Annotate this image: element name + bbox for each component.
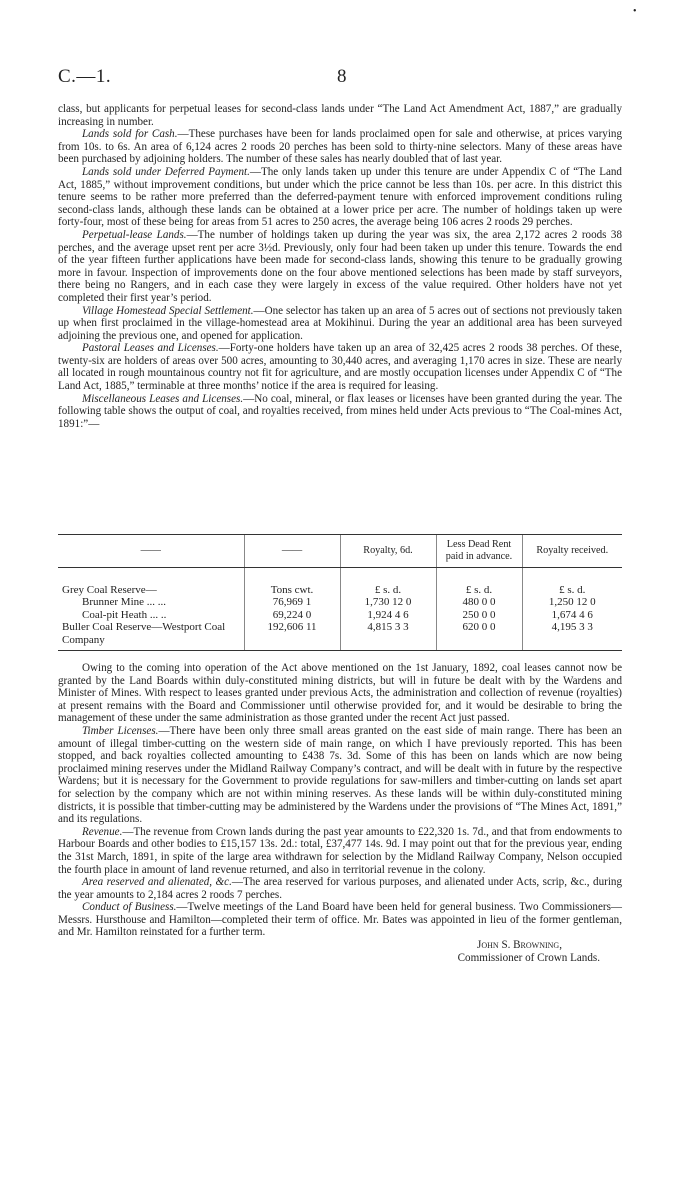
signature-title: Commissioner of Crown Lands. <box>457 951 600 964</box>
received-cell: 1,250 12 0 <box>522 596 622 608</box>
column-header-mine: —— <box>58 535 244 568</box>
royalty-cell: 1,730 12 0 <box>340 596 436 608</box>
mine-name: Brunner Mine ... ... <box>82 596 167 609</box>
paragraph-area-reserved: Area reserved and alienated, &c.—The area reserved for various purposes, and alienated under Acts, scrip, &c., during the year amounts to 2,184 acres 2 roods 7 perches. <box>58 876 622 901</box>
page-number: 8 <box>337 66 347 87</box>
table-spacer-row <box>58 568 622 585</box>
paragraph-heading: Perpetual-lease Lands. <box>82 228 187 241</box>
paragraph-heading: Lands sold under Deferred Payment. <box>82 165 250 178</box>
dead-rent-cell: 480 0 0 <box>436 596 522 608</box>
table-row <box>58 609 622 621</box>
paragraph-miscellaneous-leases: Miscellaneous Leases and Licenses.—No coal, mineral, or flax leases or licenses have been granted during the year. The following table shows the output of coal, and royalties received, from mines held under Acts previous to “The Coal-mines Act, 1891:”— <box>58 392 622 430</box>
unit-label: £ s. d. <box>340 584 436 596</box>
paragraph-heading: Village Homestead Special Settlement. <box>82 304 254 317</box>
coal-royalty-table <box>58 534 622 651</box>
paragraph-heading: Area reserved and alienated, &c. <box>82 876 232 889</box>
paragraph-heading: Revenue. <box>82 825 123 838</box>
corner-mark: • <box>633 6 637 17</box>
group-label: Grey Coal Reserve— <box>62 584 157 596</box>
paragraph-timber-licenses: Timber Licenses.—There have been only three small areas granted on the east side of main range. There has been an amount of illegal timber-cutting on the western side of main range, on which I have previously reported. This has been stopped, and back royalties collected amounting to £438 7s. 3d. Some of this has been on lands which are now being proclaimed mining reserves under the Midland Railway Company’s contract, and will be dealt with in future by the respective Wardens; but it is necessary for the Government to provide regulations for saw-millers and timber-cutting on lands set apart for selection by the company which are not within mining reserves. As these lands will be within duly-constituted mining districts, it is possible that timber-cutting may be administered by the Wardens under the provisions of “The Mines Act, 1891,” and its regulations. <box>58 724 622 826</box>
signature-name: John S. Browning, <box>477 939 562 952</box>
mine-name: Coal-pit Heath ... .. <box>82 608 167 621</box>
dead-rent-cell: 620 0 0 <box>436 621 522 650</box>
paragraph-heading: Lands sold for Cash. <box>82 128 178 141</box>
paragraph-heading: Pastoral Leases and Licenses. <box>82 342 219 355</box>
unit-label: Tons cwt. <box>244 584 340 596</box>
royalty-cell: 4,815 3 3 <box>340 621 436 650</box>
paragraph-pastoral-leases: Pastoral Leases and Licenses.—Forty-one holders have taken up an area of 32,425 acres 2 roods 38 perches. Of these, twenty-six are holders of areas over 500 acres, amounting to 30,440 acres, and averaging 1,170 acres in size. These are nearly all located in rough mountainous country not fit for agriculture, and are mostly occupation licenses under Appendix C of “The Land Act, 1885,” terminable at three months’ notice if the area is required for leasing. <box>58 342 622 393</box>
table-row <box>58 596 622 608</box>
body-text-bottom <box>58 662 622 964</box>
paragraph: class, but applicants for perpetual leases for second-class lands under “The Land Act Amendment Act, 1887,” are gradually increasing in number. <box>58 103 622 128</box>
paragraph-heading: Timber Licenses. <box>82 724 159 737</box>
column-header-output: —— <box>244 535 340 568</box>
received-cell: 1,674 4 6 <box>522 609 622 621</box>
paragraph-revenue: Revenue.—The revenue from Crown lands during the past year amounts to £22,320 1s. 7d., and that from endowments to Harbour Boards and other bodies to £15,157 13s. 2d.: total, £37,477 14s. 9d. I may point out that for the previous year, ending the 31st March, 1891, in spite of the large area withdrawn for selection by the Midland Railway Company, Nelson occupied the fourth place in amount of land revenue returned, and also in territorial revenue in the colony. <box>58 825 622 876</box>
paragraph-village-homestead: Village Homestead Special Settlement.—One selector has taken up an area of 5 acres out of sections not previously taken up when first proclaimed in the village-homestead area at Mokihinui. During the year an additional area has been surveyed adjoining the previous one, and opened for application. <box>58 304 622 342</box>
column-header-royalty: Royalty, 6d. <box>340 535 436 568</box>
royalty-cell: 1,924 4 6 <box>340 609 436 621</box>
mine-name: Buller Coal Reserve—Westport Coal Company <box>58 621 244 650</box>
body-text-top <box>58 103 622 430</box>
paragraph-heading: Miscellaneous Leases and Licenses. <box>82 392 244 405</box>
table-row <box>58 621 622 650</box>
paragraph-lands-sold-cash: Lands sold for Cash.—These purchases have been for lands proclaimed open for sale and otherwise, at prices varying from 10s. to 6s. An area of 6,124 acres 2 roods 20 perches has been sold to thirty-nine selectors. Many of these areas have been purchased by adjoining holders. The number of these sales has nearly doubled that of last year. <box>58 128 622 166</box>
dead-rent-cell: 250 0 0 <box>436 609 522 621</box>
paragraph-perpetual-lease: Perpetual-lease Lands.—The number of holdings taken up during the year was six, the area 2,172 acres 2 roods 38 perches, and the average upset rent per acre 3½d. Previously, only four had been taken up under this tenure. Towards the end of the year fifteen further applications have been made for second-class lands, showing this tenure to be gradually growing more in favour. Inspection of improvements done on the four above mentioned selections has been made by staff surveyors, there being no Rangers, and in each case they were largely in excess of the value required. Other holders have not yet completed their first year’s period. <box>58 228 622 304</box>
unit-label: £ s. d. <box>522 584 622 596</box>
unit-label: £ s. d. <box>436 584 522 596</box>
tons-cell: 192,606 11 <box>244 621 340 650</box>
tons-cell: 76,969 1 <box>244 596 340 608</box>
received-cell: 4,195 3 3 <box>522 621 622 650</box>
paragraph-heading: Conduct of Business. <box>82 901 177 914</box>
column-header-dead-rent: Less Dead Rent paid in advance. <box>436 535 522 568</box>
paragraph-coal-act: Owing to the coming into operation of the Act above mentioned on the 1st January, 1892, coal leases cannot now be granted by the Land Boards within duly-constituted mining districts, but will in future be dealt with by the Wardens and Minister of Mines. With respect to leases granted under previous Acts, the administration and collection of revenue (royalties) at present remains with the Board and Commissioner until otherwise provided for, and it would be desirable to bring the management of these under the same administration as those granted under the recent Act just passed. <box>58 662 622 725</box>
paragraph-conduct-business: Conduct of Business.—Twelve meetings of the Land Board have been held for general business. Two Commissioners—Messrs. Hursthouse and Hamilton—completed their term of office. Mr. Bates was appointed in lieu of the former gentleman, and Mr. Hamilton reinstated for a further term. <box>58 901 623 939</box>
table-header-row <box>58 535 622 568</box>
tons-cell: 69,224 0 <box>244 609 340 621</box>
column-header-royalty-received: Royalty received. <box>522 535 622 568</box>
table-row <box>58 584 622 596</box>
page-reference: C.—1. <box>58 66 112 87</box>
paragraph-deferred-payment: Lands sold under Deferred Payment.—The only lands taken up under this tenure are under Appendix C of “The Land Act, 1885,” without improvement conditions, but under which the price cannot be less than 10s. per acre. In this district this tenure seems to be rather more preferred than the deferred-payment tenure with enforced improvement conditions ruling second-class lands, although these lands can be obtained at a lower price per acre. The number of holdings taken up were forty-four, most of these being for areas from 51 acres to 250 acres, the average being 106 acres 2 roods 29 perches. <box>58 165 622 229</box>
